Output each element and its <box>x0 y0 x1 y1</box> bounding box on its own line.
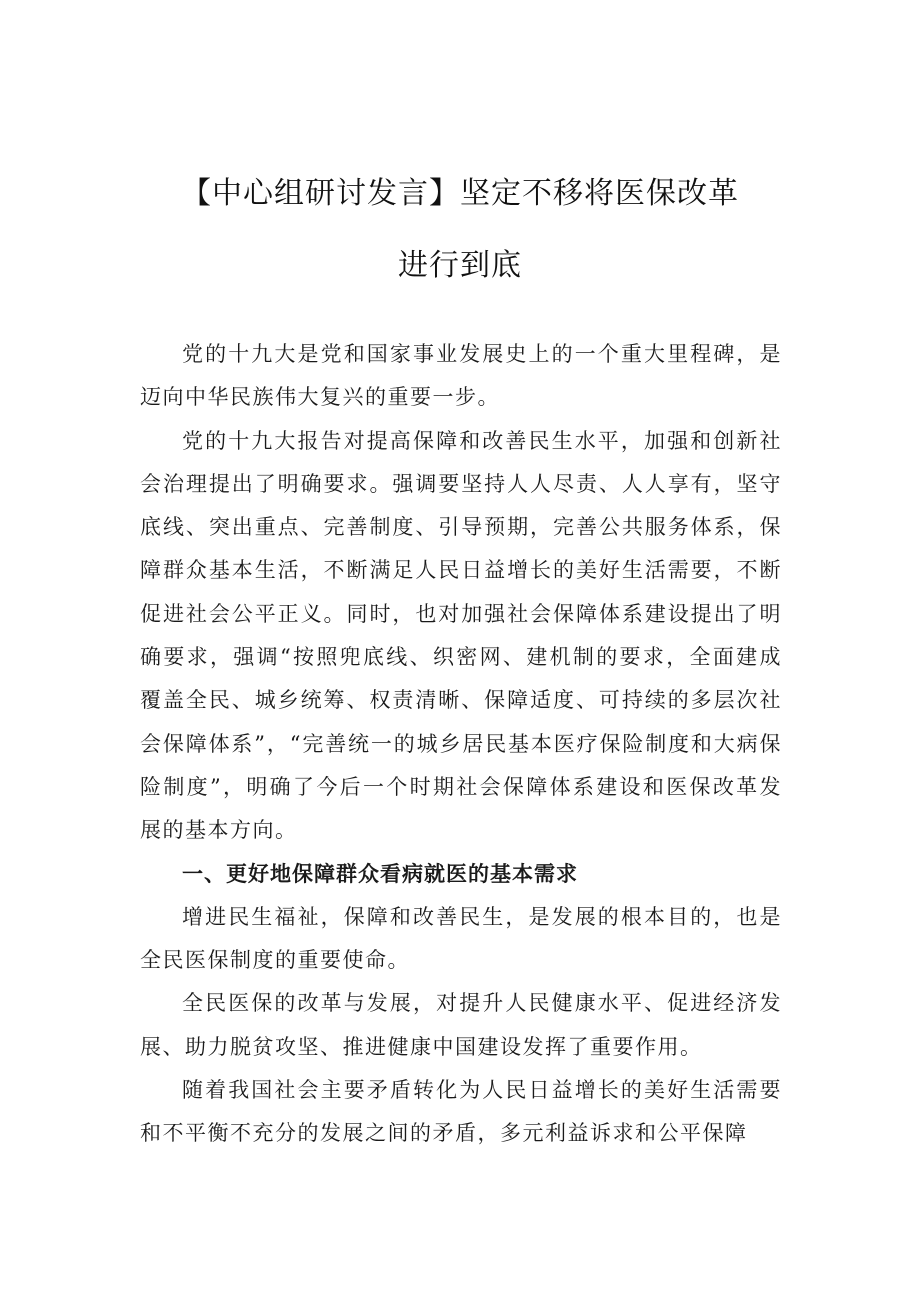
document-body <box>140 333 782 1156</box>
document-title-line-2: 进行到底 <box>398 248 522 283</box>
paragraph: 党的十九大报告对提高保障和改善民生水平，加强和创新社会治理提出了明确要求。强调要坚持人人尽责、人人享有，坚守底线、突出重点、完善制度、引导预期，完善公共服务体系，保障群众基本生活，不断满足人民日益增长的美好生活需要，不断促进社会公平正义。同时，也对加强社会保障体系建设提出了明确要求，强调“按照兜底线、织密网、建机制的要求，全面建成覆盖全民、城乡统筹、权责清晰、保障适度、可持续的多层次社会保障体系”，“完善统一的城乡居民基本医疗保险制度和大病保险制度”，明确了今后一个时期社会保障体系建设和医保改革发展的基本方向。 <box>140 428 782 843</box>
paragraph: 全民医保的改革与发展，对提升人民健康水平、促进经济发展、助力脱贫攻坚、推进健康中国建设发挥了重要作用。 <box>140 991 782 1059</box>
section-heading: 一、更好地保障群众看病就医的基本需求 <box>182 861 578 886</box>
paragraph: 党的十九大是党和国家事业发展史上的一个重大里程碑，是迈向中华民族伟大复兴的重要一步。 <box>140 342 782 410</box>
paragraph: 随着我国社会主要矛盾转化为人民日益增长的美好生活需要和不平衡不充分的发展之间的矛盾，多元利益诉求和公平保障 <box>140 1078 782 1146</box>
paragraph: 增进民生福祉，保障和改善民生，是发展的根本目的，也是全民医保制度的重要使命。 <box>140 904 782 973</box>
document-title-line-1: 【中心组研讨发言】坚定不移将医保改革 <box>181 176 739 211</box>
